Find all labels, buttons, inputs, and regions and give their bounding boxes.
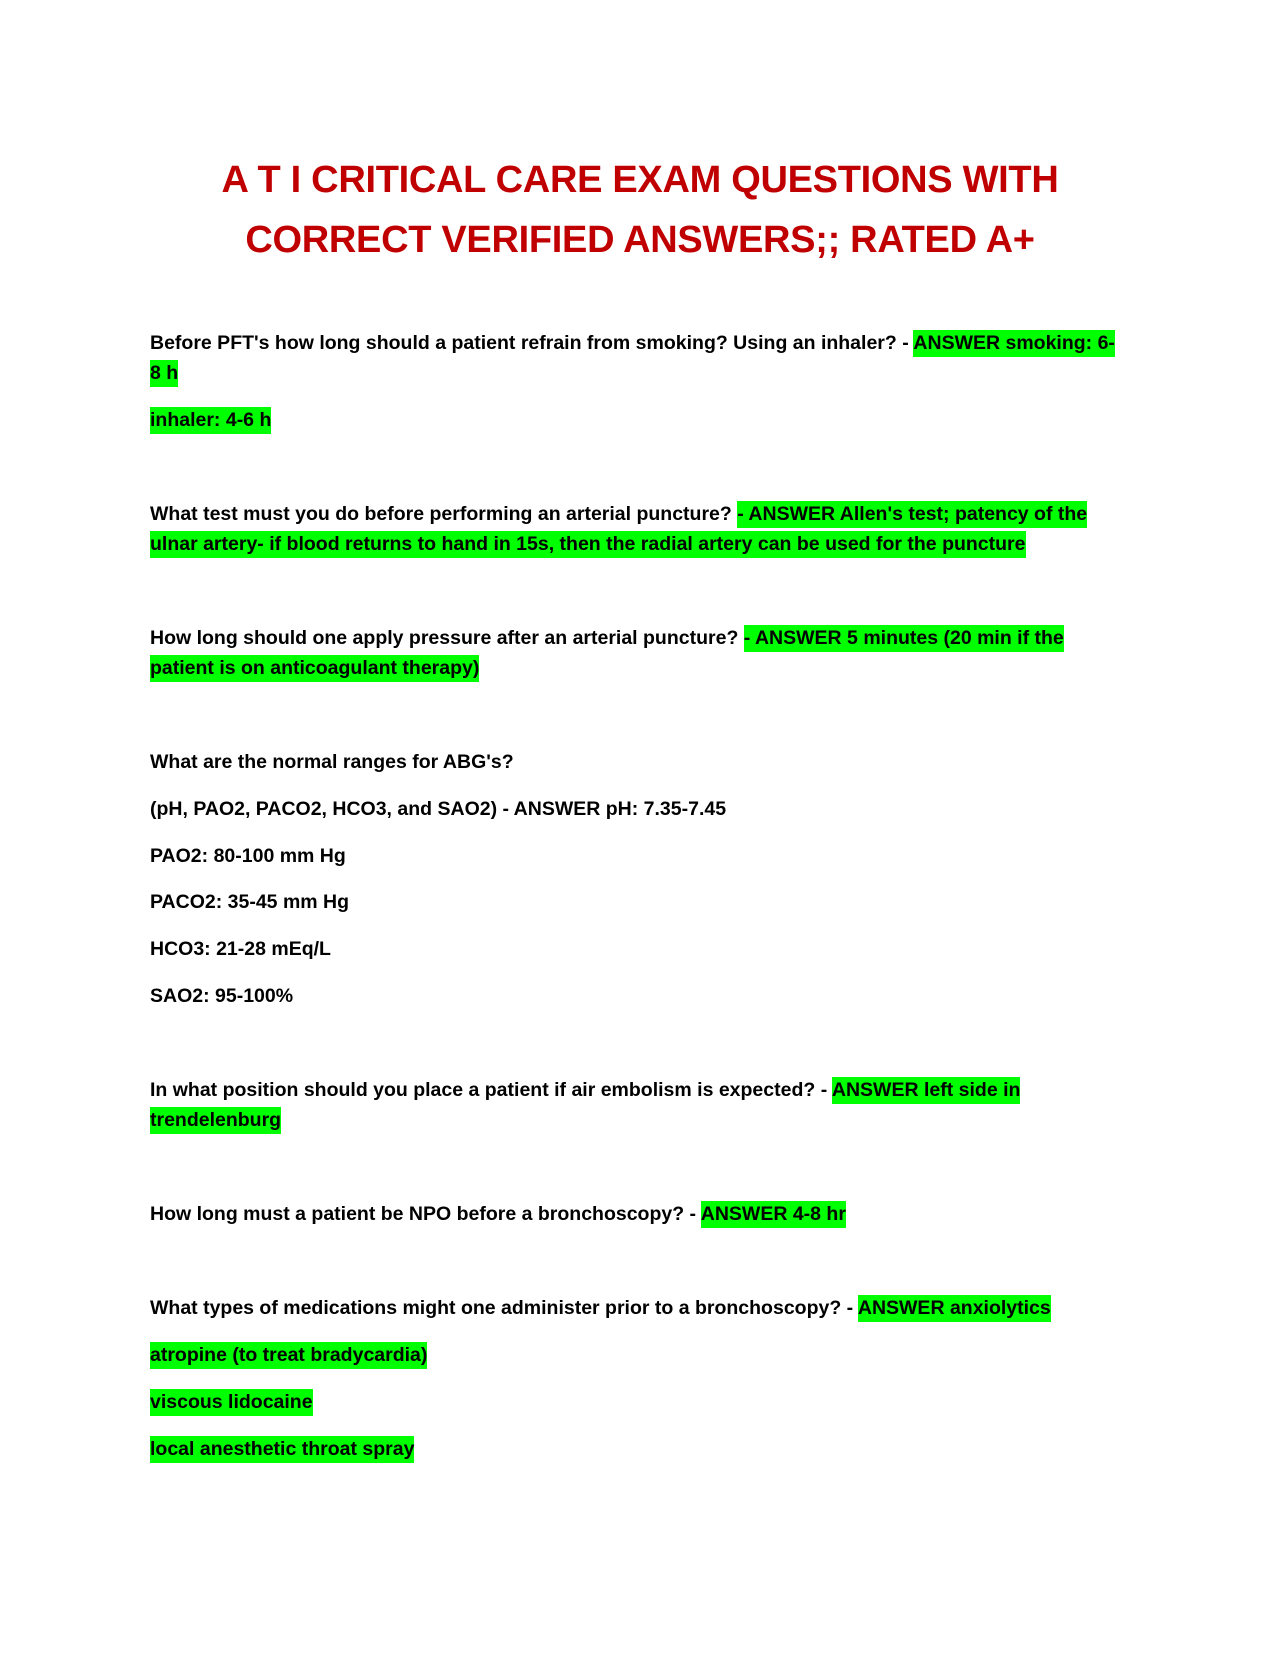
q2-answer-line-2	[150, 529, 1130, 559]
q4-question: What are the normal ranges for ABG's?	[150, 751, 514, 773]
q5-answer-part-2: trendelenburg	[150, 1107, 281, 1134]
q2-answer-part-2: ulnar artery- if blood returns to hand in 15s, then the radial artery can be used for the puncture	[150, 531, 1026, 558]
q3-question-line	[150, 623, 1130, 653]
document-title	[150, 150, 1130, 270]
q6-question-line	[150, 1199, 1130, 1229]
q6-question: How long must a patient be NPO before a bronchoscopy? -	[150, 1203, 701, 1225]
q3-answer-line-2	[150, 653, 1130, 683]
q1-answer-line-3	[150, 405, 1130, 435]
q4-answer-ph: (pH, PAO2, PACO2, HCO3, and SAO2) - ANSWER pH: 7.35-7.45	[150, 798, 727, 820]
q7-answer-part-4: local anesthetic throat spray	[150, 1436, 414, 1463]
q5-question-line	[150, 1075, 1130, 1105]
q7-question-line	[150, 1293, 1130, 1323]
q2-question-line	[150, 499, 1130, 529]
q1-answer-part-3: inhaler: 4-6 h	[150, 407, 271, 434]
q1-question-line	[150, 328, 1130, 358]
q4-answer-sao2: SAO2: 95-100%	[150, 985, 294, 1007]
q5-answer-part-1: ANSWER left side in	[832, 1077, 1021, 1104]
q3-question: How long should one apply pressure after an arterial puncture?	[150, 627, 744, 649]
q7-answer-part-1: ANSWER anxiolytics	[858, 1295, 1051, 1322]
q7-answer-line-3	[150, 1387, 1130, 1417]
q3-answer-part-2: patient is on anticoagulant therapy)	[150, 655, 479, 682]
q7-question: What types of medications might one administer prior to a bronchoscopy? -	[150, 1297, 858, 1319]
q3-answer-part-1: - ANSWER 5 minutes (20 min if the	[744, 625, 1064, 652]
q7-answer-line-4	[150, 1434, 1130, 1464]
q4-answer-hco3: HCO3: 21-28 mEq/L	[150, 938, 331, 960]
q7-answer-part-3: viscous lidocaine	[150, 1389, 313, 1416]
title-line-2: CORRECT VERIFIED ANSWERS;; RATED A+	[245, 219, 1035, 261]
q1-answer-part-1: ANSWER smoking: 6-	[913, 330, 1115, 357]
q5-question: In what position should you place a patient if air embolism is expected? -	[150, 1079, 832, 1101]
q1-answer-line-2	[150, 358, 1130, 388]
q2-question: What test must you do before performing an arterial puncture?	[150, 503, 738, 525]
q7-answer-part-2: atropine (to treat bradycardia)	[150, 1342, 427, 1369]
q5-answer-line-2	[150, 1105, 1130, 1135]
q1-answer-part-2: 8 h	[150, 360, 178, 387]
q6-answer-part-1: ANSWER 4-8 hr	[701, 1201, 846, 1228]
q7-answer-line-2	[150, 1340, 1130, 1370]
title-line-1: A T I CRITICAL CARE EXAM QUESTIONS WITH	[221, 159, 1059, 201]
q4-answer-pao2: PAO2: 80-100 mm Hg	[150, 845, 346, 867]
q2-answer-part-1: - ANSWER Allen's test; patency of the	[737, 501, 1087, 528]
q4-answer-paco2: PACO2: 35-45 mm Hg	[150, 891, 350, 913]
q1-question: Before PFT's how long should a patient refrain from smoking? Using an inhaler? -	[150, 332, 914, 354]
